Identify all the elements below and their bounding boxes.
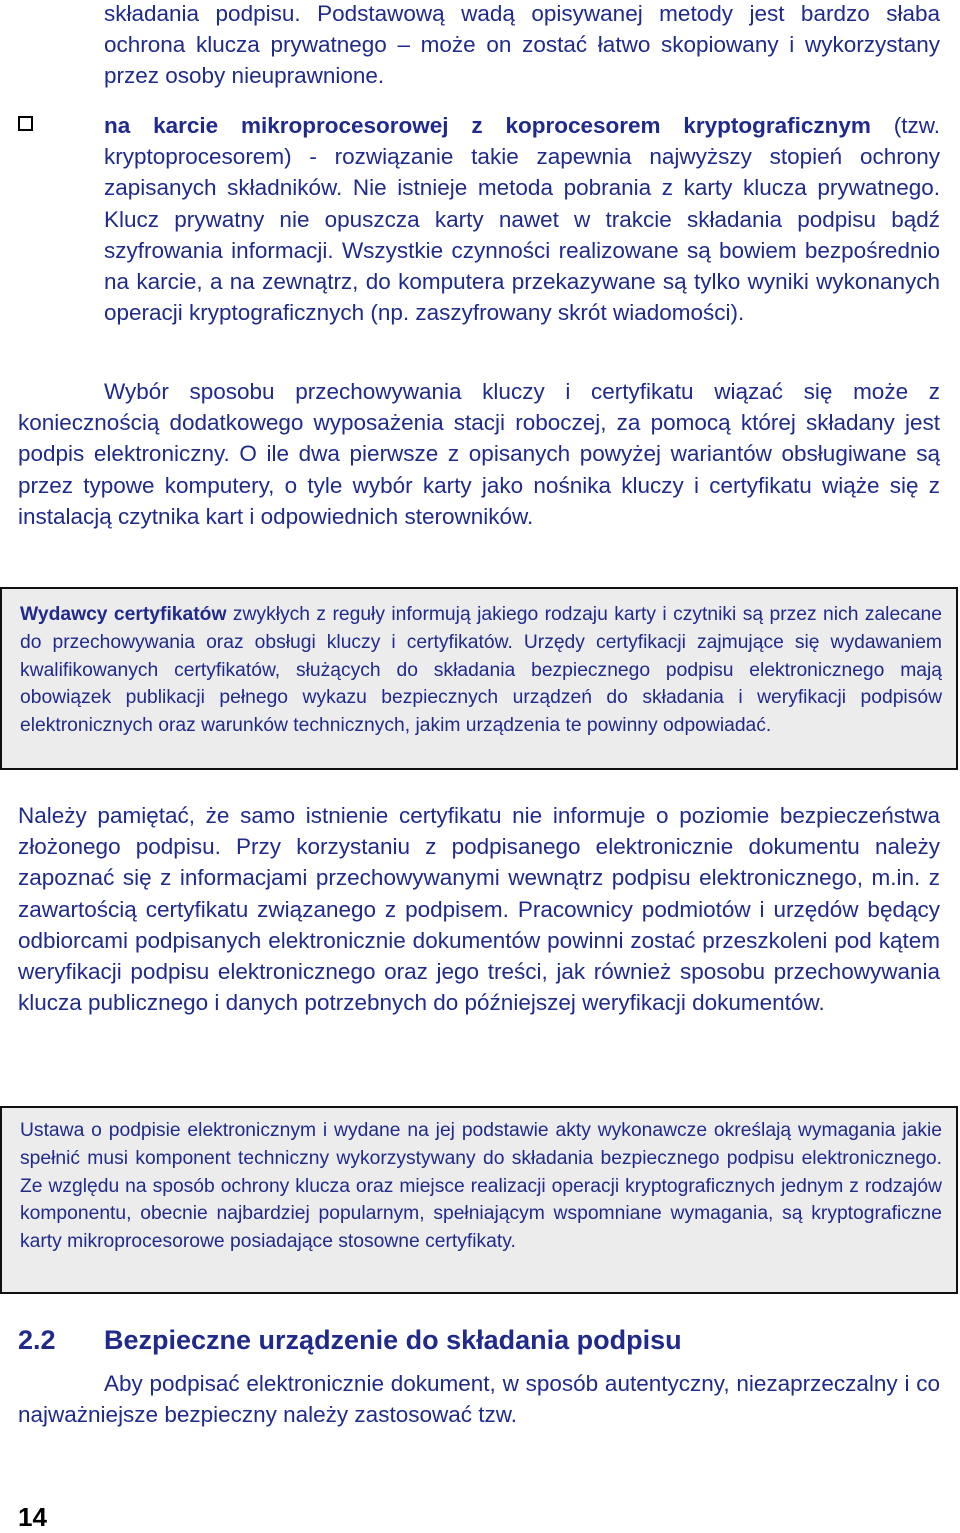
bullet-text: (tzw. kryptoprocesorem) - rozwiązanie takie zapewnia najwyższy stopień ochrony zapisanych składników. Nie istnieje metoda pobrania z karty klucza prywatnego. Klucz prywatny nie opuszcza karty nawet w trakcie składania podpisu bądź szyfrowania informacji. Wszystkie czynności realizowane są bowiem bezpośrednio na karcie, a na zewnątrz, do komputera przekazywane są tylko wyniki wykonanych operacji kryptograficznych (np. zaszyfrowany skrót wiadomości). <box>104 113 940 326</box>
section-title: Bezpieczne urządzenie do składania podpisu <box>104 1325 682 1355</box>
info-box-law-text: Ustawa o podpisie elektronicznym i wydane na jej podstawie akty wykonawcze określają wymagania jakie spełnić musi komponent techniczny wykorzystywany do składania bezpiecznego podpisu elektronicznego. Ze względu na sposób ochrony klucza oraz miejsce realizacji operacji kryptograficznych jednym z rodzajów komponentu, obecnie najbardziej popularnym, spełniającym wspomniane wymagania, są kryptograficzne karty mikroprocesorowe posiadające stosowne certyfikaty. <box>20 1120 942 1253</box>
paragraph-security-level: Należy pamiętać, że samo istnienie certyfikatu nie informuje o poziomie bezpieczeństwa złożonego podpisu. Przy korzystaniu z podpisanego elektronicznie dokumentu należy zapoznać się z informacjami przechowywanymi wewnątrz podpisu elektronicznego, m.in. z zawartością certyfikatu związanego z podpisem. Pracownicy podmiotów i urzędów będący odbiorcami podpisanych elektronicznie dokumentów powinni zostać przeszkoleni pod kątem weryfikacji podpisu elektronicznego oraz jego treści, jak również sposobu przechowywania klucza publicznego i danych potrzebnych do późniejszej weryfikacji dokumentów. <box>18 803 940 1016</box>
checkbox-bullet-icon <box>18 116 33 131</box>
paragraph-storage-choice: Wybór sposobu przechowywania kluczy i certyfikatu wiązać się może z koniecznością dodatkowego wyposażenia stacji roboczej, za pomocą której składany jest podpis elektroniczny. O ile dwa pierwsze z opisanych powyżej wariantów obsługiwane są przez typowe komputery, o tyle wybór karty jako nośnika kluczy i certyfikatu wiąże się z instalacją czytnika kart i odpowiednich sterowników. <box>18 379 940 529</box>
info-box-body: zwykłych z reguły informują jakiego rodzaju karty i czytniki są przez nich zalecane do przechowywania oraz obsługi kluczy i certyfikatów. Urzędy certyfikacji zajmujące się wydawaniem kwalifikowanych certyfikatów, służących do składania bezpiecznego podpisu elektronicznego mają obowiązek publikacji pełnego wykazu bezpiecznych urządzeń do składania i weryfikacji podpisów elektronicznych oraz warunków technicznych, jakim urządzenia te powinny odpowiadać. <box>20 604 943 737</box>
info-box-issuers <box>0 587 958 770</box>
page-number: 14 <box>18 1502 47 1532</box>
bullet-item-smartcard <box>104 110 940 328</box>
info-box-lead: Wydawcy certyfikatów <box>20 604 227 625</box>
section-heading <box>18 1323 682 1357</box>
continued-paragraph: składania podpisu. Podstawową wadą opisywanej metody jest bardzo słaba ochrona klucza prywatnego – może on zostać łatwo skopiowany i wykorzystany przez osoby nieuprawnione. <box>104 1 940 89</box>
bullet-lead: na karcie mikroprocesorowej z koprocesorem kryptograficznym <box>104 113 871 138</box>
paragraph-intro: Aby podpisać elektronicznie dokument, w sposób autentyczny, niezaprzeczalny i co najważniejsze bezpieczny należy zastosować tzw. <box>18 1371 940 1428</box>
info-box-law <box>0 1106 958 1294</box>
info-box-issuers-text <box>20 601 942 740</box>
section-number: 2.2 <box>18 1325 56 1355</box>
